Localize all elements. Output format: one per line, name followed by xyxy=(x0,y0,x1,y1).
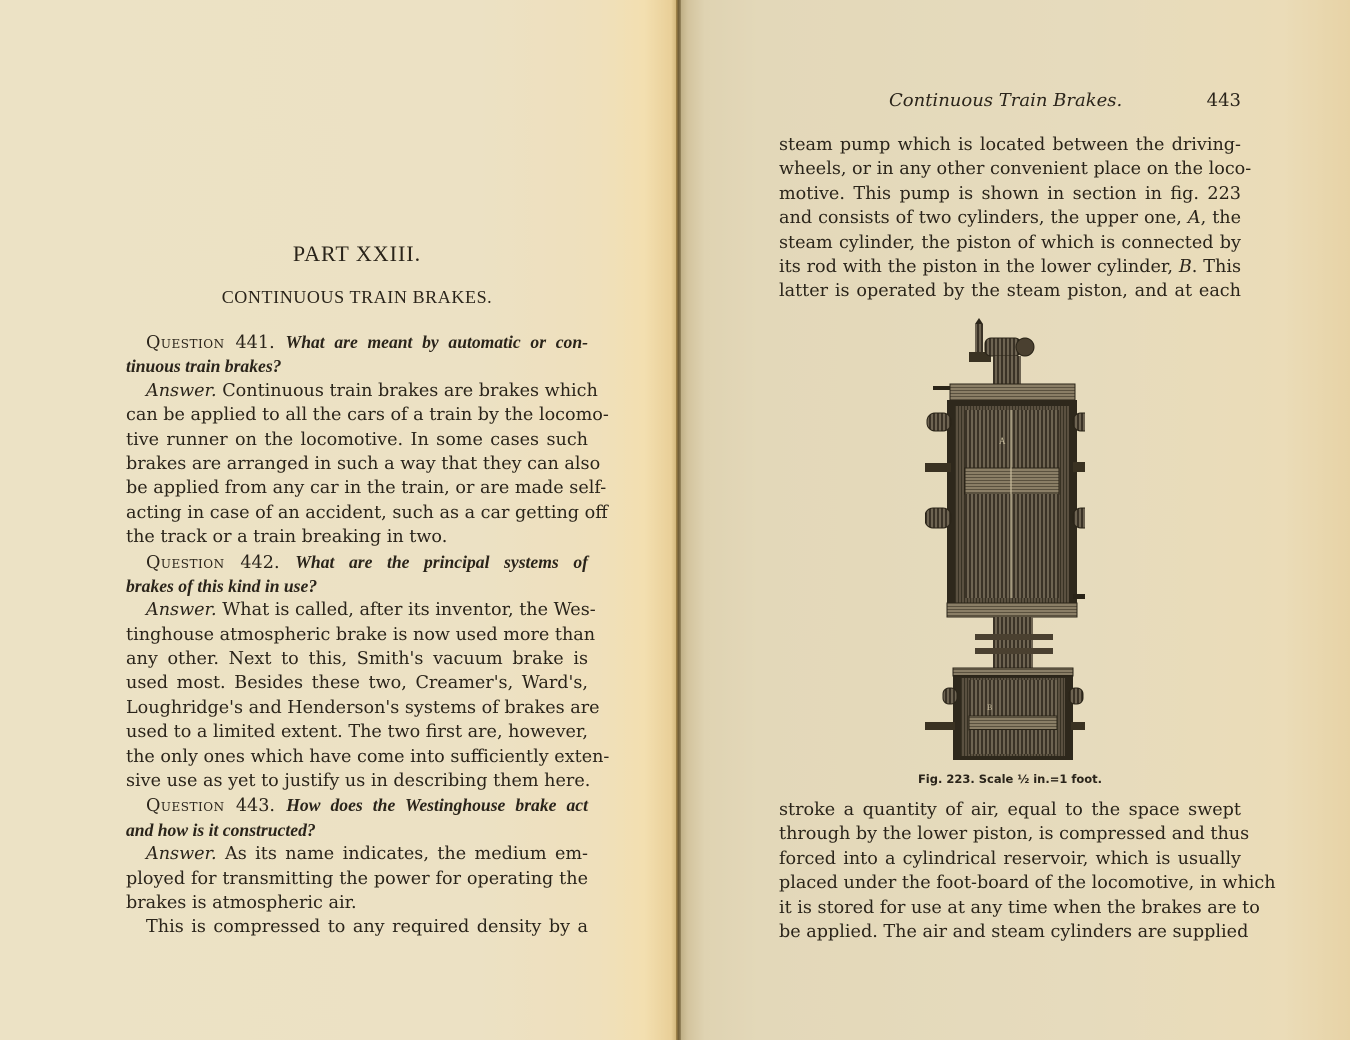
text-line: Question 443. How does the Westinghouse brake act xyxy=(146,795,588,817)
book-gutter xyxy=(676,0,681,1040)
figure-223-air-pump-section xyxy=(925,318,1085,763)
right-body-text-top xyxy=(779,133,1252,304)
text-line: brakes are arranged in such a way that they can also xyxy=(126,453,601,474)
left-body-text xyxy=(126,330,610,940)
text-line: acting in case of an accident, such as a car getting off xyxy=(126,502,608,523)
text-line: steam pump which is located between the driving- xyxy=(779,135,1241,155)
text-line: Answer. As its name indicates, the medium em- xyxy=(146,844,588,865)
text-line: used most. Besides these two, Creamer's, Ward's, xyxy=(126,673,588,694)
page-number: 443 xyxy=(1206,90,1241,111)
text-line: the only ones which have come into sufficiently exten- xyxy=(126,746,610,767)
text-line: be applied. The air and steam cylinders are supplied xyxy=(779,921,1249,942)
part-title: PART XXIII. xyxy=(292,241,422,266)
figure-label-a: A xyxy=(999,436,1006,446)
section-title: CONTINUOUS TRAIN BRAKES. xyxy=(221,287,493,307)
text-line: wheels, or in any other convenient place on the loco- xyxy=(779,159,1252,180)
text-line: any other. Next to this, Smith's vacuum brake is xyxy=(126,649,588,670)
text-line: tinuous train brakes? xyxy=(126,356,282,377)
text-line: through by the lower piston, is compressed and thus xyxy=(779,824,1250,845)
text-line: its rod with the piston in the lower cylinder, B. This xyxy=(779,256,1241,277)
running-head xyxy=(779,90,1241,116)
text-line: Answer. Continuous train brakes are brakes which xyxy=(146,380,598,401)
text-line: brakes of this kind in use? xyxy=(126,575,318,596)
text-line: can be applied to all the cars of a train by the locomo- xyxy=(126,405,609,426)
text-line: sive use as yet to justify us in describing them here. xyxy=(126,771,591,792)
right-body-text-bottom xyxy=(779,798,1276,944)
text-line: steam cylinder, the piston of which is connected by xyxy=(779,232,1241,253)
text-line: placed under the foot-board of the locomotive, in which xyxy=(779,873,1276,894)
text-line: and consists of two cylinders, the upper one, A, the xyxy=(779,208,1242,229)
text-line: Loughridge's and Henderson's systems of brakes are xyxy=(126,697,600,718)
text-line: Question 442. What are the principal systems of xyxy=(146,551,588,573)
text-line: motive. This pump is shown in section in fig. 223 xyxy=(779,183,1241,204)
text-line: the track or a train breaking in two. xyxy=(126,527,448,548)
text-line: used to a limited extent. The two first are, however, xyxy=(126,722,588,743)
figure-caption: Fig. 223. Scale ½ in.=1 foot. xyxy=(917,772,1103,786)
air-pump-illustration xyxy=(925,318,1085,763)
text-line: stroke a quantity of air, equal to the space swept xyxy=(779,800,1241,820)
text-line: brakes is atmospheric air. xyxy=(126,892,357,913)
text-line: Question 441. What are meant by automatic or con- xyxy=(146,332,588,353)
text-line: This is compressed to any required density by a xyxy=(146,917,588,938)
text-line: tive runner on the locomotive. In some cases such xyxy=(126,429,588,450)
text-line: tinghouse atmospheric brake is now used more than xyxy=(126,624,596,645)
running-head-title: Continuous Train Brakes. xyxy=(889,90,1123,111)
text-line: be applied from any car in the train, or are made self- xyxy=(126,478,607,499)
text-line: Answer. What is called, after its inventor, the Wes- xyxy=(146,600,596,621)
text-line: ployed for transmitting the power for operating the xyxy=(126,868,588,889)
text-line: it is stored for use at any time when the brakes are to xyxy=(779,897,1260,918)
text-line: and how is it constructed? xyxy=(126,819,316,840)
figure-label-b: B xyxy=(987,703,993,712)
text-line: latter is operated by the steam piston, and at each xyxy=(779,281,1241,302)
text-line: forced into a cylindrical reservoir, which is usually xyxy=(779,848,1241,869)
